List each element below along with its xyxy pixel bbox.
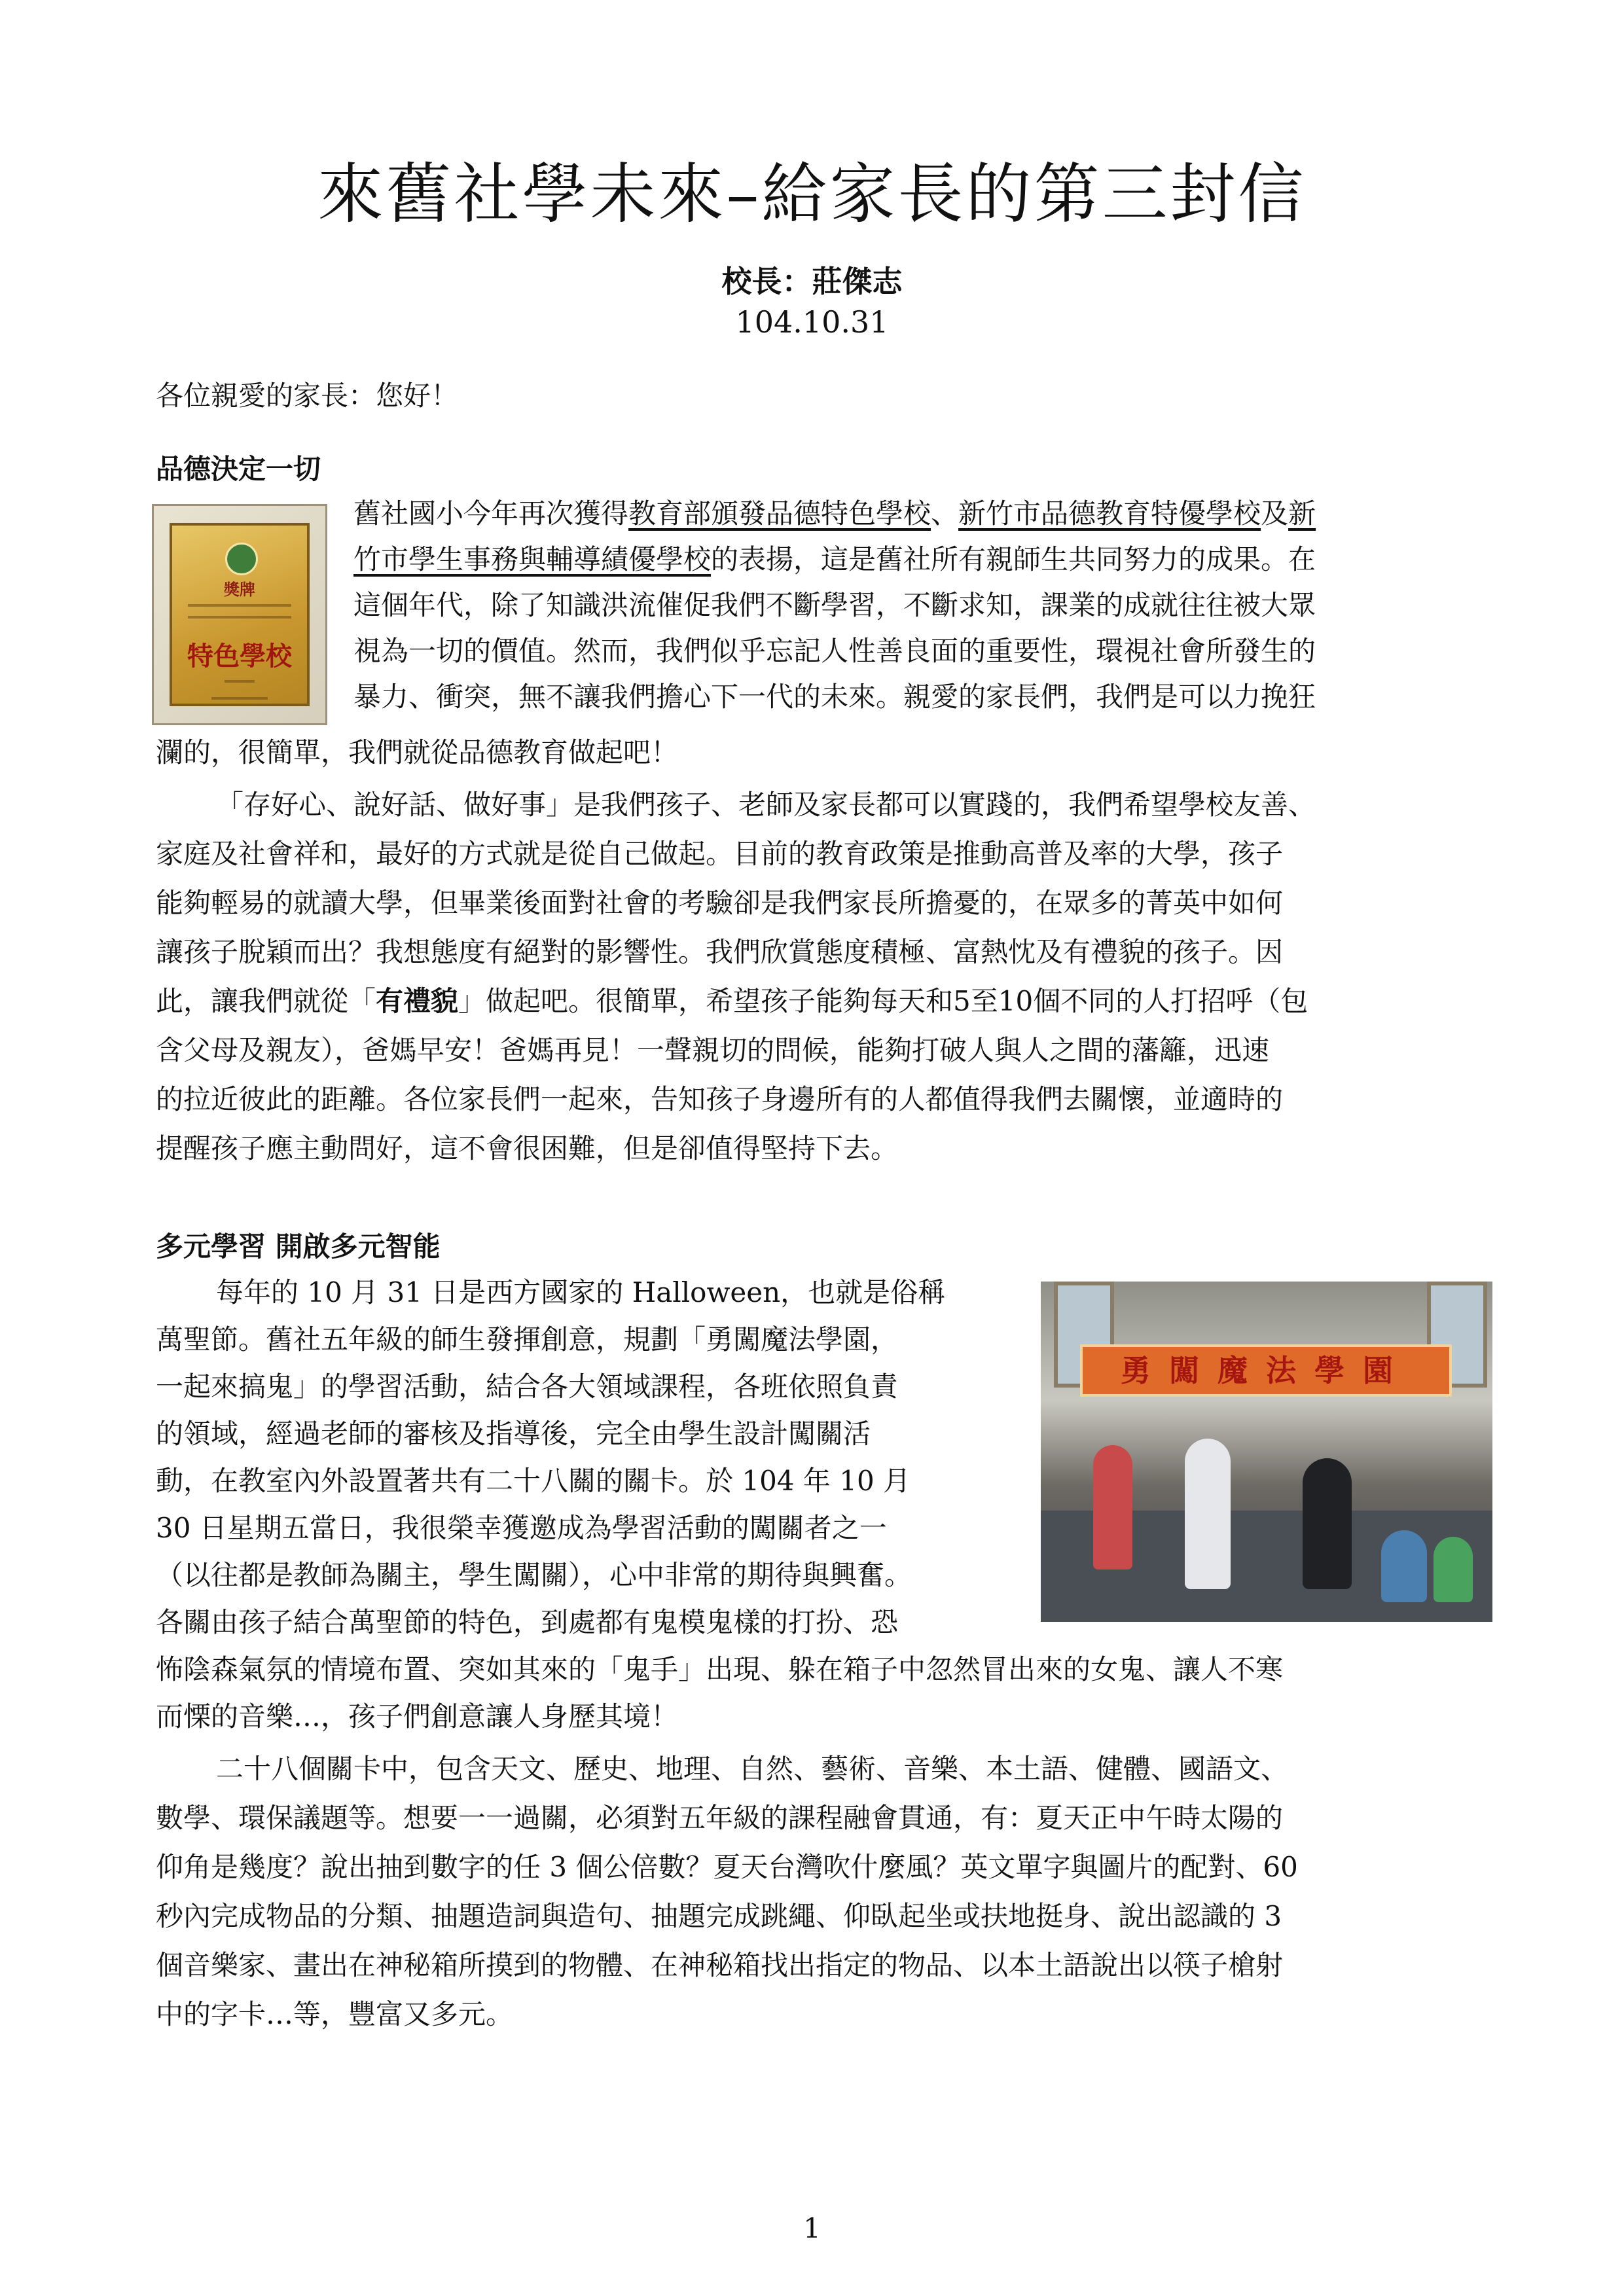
paragraph-line [353, 491, 1316, 537]
plaque-text-line [188, 604, 291, 607]
letter-date: 104.10.31 [735, 304, 889, 340]
underlined-award: 教育部頒發品德特色學校 [628, 497, 931, 529]
paragraph-line: 而慄的音樂…，孩子們創意讓人身歷其境！ [156, 1700, 679, 1732]
section-heading-character: 品德決定一切 [156, 453, 321, 485]
paragraph-line: 仰角是幾度？說出抽到數字的任 3 個公倍數？夏天台灣吹什麼風？英文單字與圖片的配對、60 [156, 1851, 1298, 1883]
paragraph-line: 數學、環保議題等。想要一一過關，必須對五年級的課程融會貫通，有：夏天正中午時太陽的 [156, 1802, 1284, 1834]
halloween-activity-photo [1041, 1282, 1492, 1622]
bold-text: 有禮貌 [376, 985, 459, 1017]
paragraph-line: 家庭及社會祥和，最好的方式就是從自己做起。目前的教育政策是推動高普及率的大學，孩子 [156, 838, 1284, 870]
text: 舊社國小今年再次獲得 [353, 497, 629, 529]
principal-byline: 校長：莊傑志 [721, 264, 903, 299]
paragraph-line [156, 978, 1308, 1024]
paragraph-line [353, 537, 1316, 583]
text: 的表揚，這是舊社所有親師生共同努力的成果。在 [711, 543, 1316, 575]
paragraph-line: 視為一切的價值。然而，我們似乎忘記人性善良面的重要性，環視社會所發生的 [353, 635, 1316, 667]
text: 此，讓我們就從「 [156, 985, 376, 1017]
plaque-label: 獎牌 [224, 580, 255, 599]
text: 」做起吧。很簡單，希望孩子能夠每天和5至10個不同的人打招呼（包 [458, 985, 1308, 1017]
paragraph-line: 讓孩子脫穎而出？我想態度有絕對的影響性。我們欣賞態度積極、富熱忱及有禮貌的孩子。因 [156, 936, 1284, 968]
paragraph-line: （以往都是教師為關主，學生闖關），心中非常的期待與興奮。 [156, 1559, 912, 1591]
underlined-award: 竹市學生事務與輔導績優學校 [353, 543, 712, 575]
plaque-main-text: 特色學校 [187, 641, 292, 672]
text: 、 [931, 497, 959, 529]
section-heading-multiple-intelligences: 多元學習 開啟多元智能 [156, 1230, 441, 1263]
paragraph-line: 秒內完成物品的分類、抽題造詞與造句、抽題完成跳繩、仰臥起坐或扶地挺身、說出認識的 3 [156, 1900, 1282, 1932]
student-figure [1093, 1445, 1132, 1570]
paragraph-line: 怖陰森氣氛的情境布置、突如其來的「鬼手」出現、躲在箱子中忽然冒出來的女鬼、讓人不寒 [156, 1653, 1284, 1685]
student-figure [1434, 1537, 1473, 1602]
paragraph-line: 暴力、衝突，無不讓我們擔心下一代的未來。親愛的家長們，我們是可以力挽狂 [353, 681, 1316, 713]
plaque-signature-line [225, 680, 255, 683]
paragraph-line: 30 日星期五當日，我很榮幸獲邀成為學習活動的闖關者之一 [156, 1512, 887, 1544]
student-figure [1381, 1530, 1427, 1602]
paragraph-line: 的拉近彼此的距離。各位家長們一起來，告知孩子身邊所有的人都值得我們去關懷，並適時的 [156, 1083, 1284, 1115]
paragraph-line: 的領域，經過老師的審核及指導後，完全由學生設計闖關活 [156, 1418, 871, 1450]
paragraph-line: 動，在教室內外設置著共有二十八關的關卡。於 104 年 10 月 [156, 1465, 911, 1497]
paragraph-line: 這個年代，除了知識洪流催促我們不斷學習，不斷求知，課業的成就往往被大眾 [353, 589, 1316, 621]
paragraph-line: 含父母及親友），爸媽早安！爸媽再見！一聲親切的問候，能夠打破人與人之間的藩籬，迅速 [156, 1034, 1270, 1066]
underlined-award: 新竹市品德教育特優學校 [958, 497, 1261, 529]
paragraph-line: 瀾的，很簡單，我們就從品德教育做起吧！ [156, 736, 679, 768]
magic-academy-banner [1080, 1344, 1452, 1397]
paragraph-line: 個音樂家、畫出在神秘箱所摸到的物體、在神秘箱找出指定的物品、以本土語說出以筷子槍射 [156, 1949, 1284, 1981]
paragraph-line: 提醒孩子應主動問好，這不會很困難，但是卻值得堅持下去。 [156, 1132, 899, 1164]
paragraph-line: 二十八個關卡中，包含天文、歷史、地理、自然、藝術、音樂、本土語、健體、國語文、 [216, 1753, 1289, 1785]
paragraph-line: 中的字卡…等，豐富又多元。 [156, 1998, 514, 2030]
student-figure [1303, 1458, 1352, 1589]
banner-text: 勇闖魔法學園 [1121, 1353, 1411, 1388]
paragraph-line: 能夠輕易的就讀大學，但畢業後面對社會的考驗卻是我們家長所擔憂的，在眾多的菁英中如何 [156, 887, 1284, 919]
paragraph-line: 「存好心、說好話、做好事」是我們孩子、老師及家長都可以實踐的，我們希望學校友善、 [216, 789, 1316, 821]
paragraph-line: 每年的 10 月 31 日是西方國家的 Halloween，也就是俗稱 [216, 1276, 946, 1308]
greeting: 各位親愛的家長：您好！ [156, 380, 459, 412]
paragraph-line: 一起來搞鬼」的學習活動，結合各大領域課程，各班依照負責 [156, 1371, 899, 1403]
document-title: 來舊社學未來–給家長的第三封信 [317, 156, 1307, 232]
plaque-face [170, 523, 310, 706]
award-plaque-image [152, 504, 327, 725]
plaque-text-line [188, 616, 291, 619]
paragraph-line: 萬聖節。舊社五年級的師生發揮創意，規劃「勇闖魔法學園， [156, 1323, 899, 1355]
plaque-text-line [211, 697, 268, 700]
page-number: 1 [803, 2212, 821, 2244]
text: 及 [1261, 497, 1289, 529]
principal-figure [1185, 1439, 1231, 1589]
underlined-award: 新 [1288, 497, 1316, 529]
emblem-icon [225, 543, 258, 575]
paragraph-line: 各關由孩子結合萬聖節的特色，到處都有鬼模鬼樣的打扮、恐 [156, 1606, 899, 1638]
